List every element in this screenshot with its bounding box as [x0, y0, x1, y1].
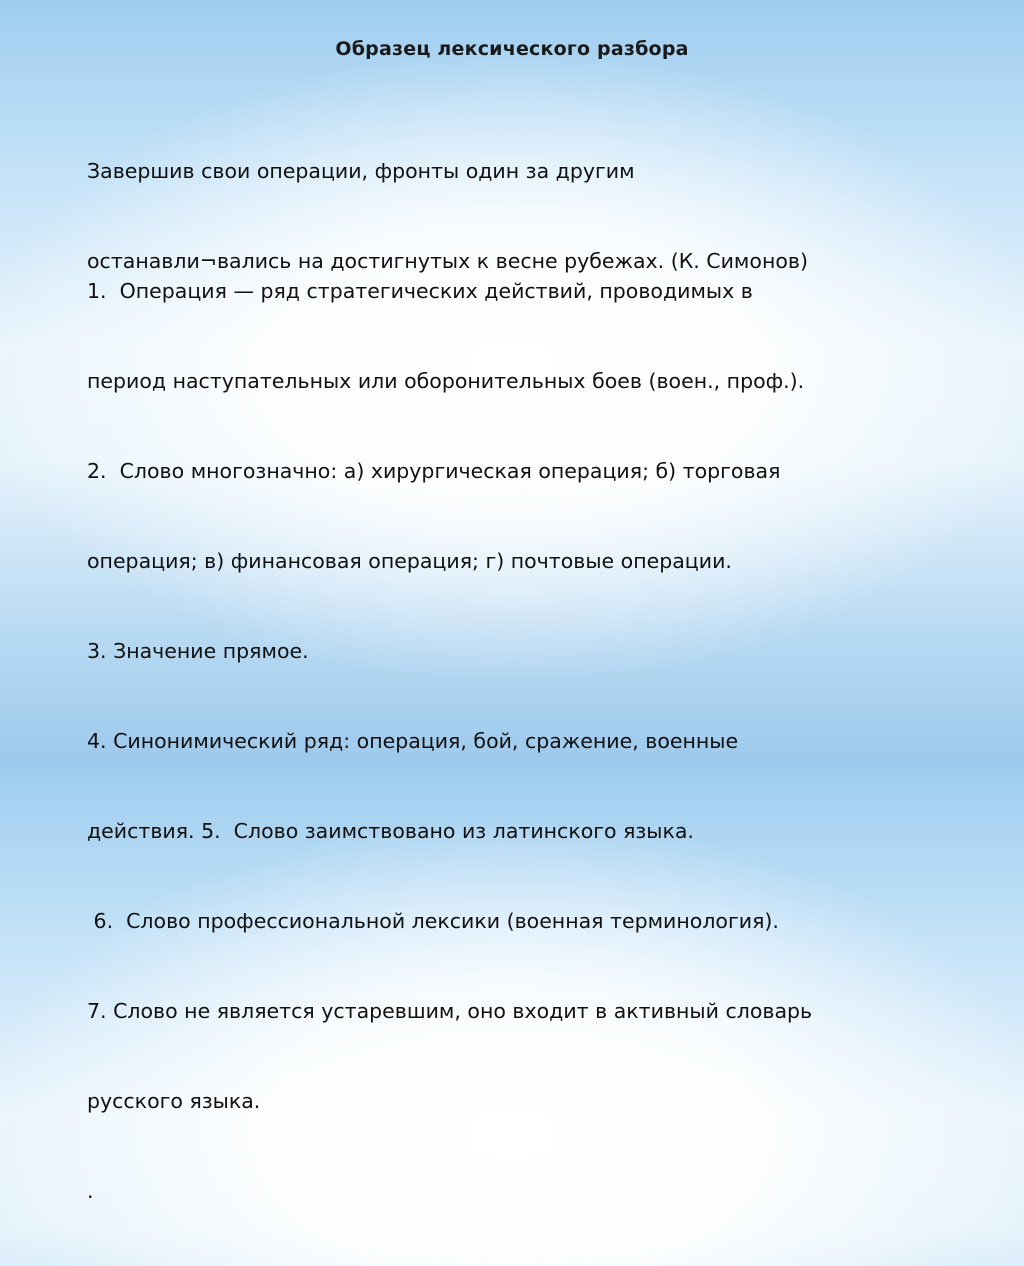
analysis-line: 6. Слово профессиональной лексики (военная терминология). [87, 909, 779, 933]
example-line: останавли¬вались на достигнутых к весне рубежах. (К. Симонов) [87, 249, 808, 273]
example-line: Завершив свои операции, фронты один за другим [87, 159, 635, 183]
analysis-line: операция; в) финансовая операция; г) почтовые операции. [87, 549, 732, 573]
analysis-line: период наступательных или оборонительных боев (воен., проф.). [87, 369, 805, 393]
analysis-line: . [87, 1179, 94, 1203]
analysis-list [87, 216, 967, 1266]
analysis-line: 2. Слово многозначно: а) хирургическая операция; б) торговая [87, 459, 781, 483]
analysis-line: действия. 5. Слово заимствовано из латинского языка. [87, 819, 694, 843]
slide-title: Образец лексического разбора [335, 38, 689, 60]
analysis-line: русского языка. [87, 1089, 261, 1113]
analysis-line: 1. Операция — ряд стратегических действий, проводимых в [87, 279, 753, 303]
analysis-line: 3. Значение прямое. [87, 639, 309, 663]
analysis-line: 7. Слово не является устаревшим, оно входит в активный словарь [87, 999, 813, 1023]
analysis-line: 4. Синонимический ряд: операция, бой, сражение, военные [87, 729, 739, 753]
